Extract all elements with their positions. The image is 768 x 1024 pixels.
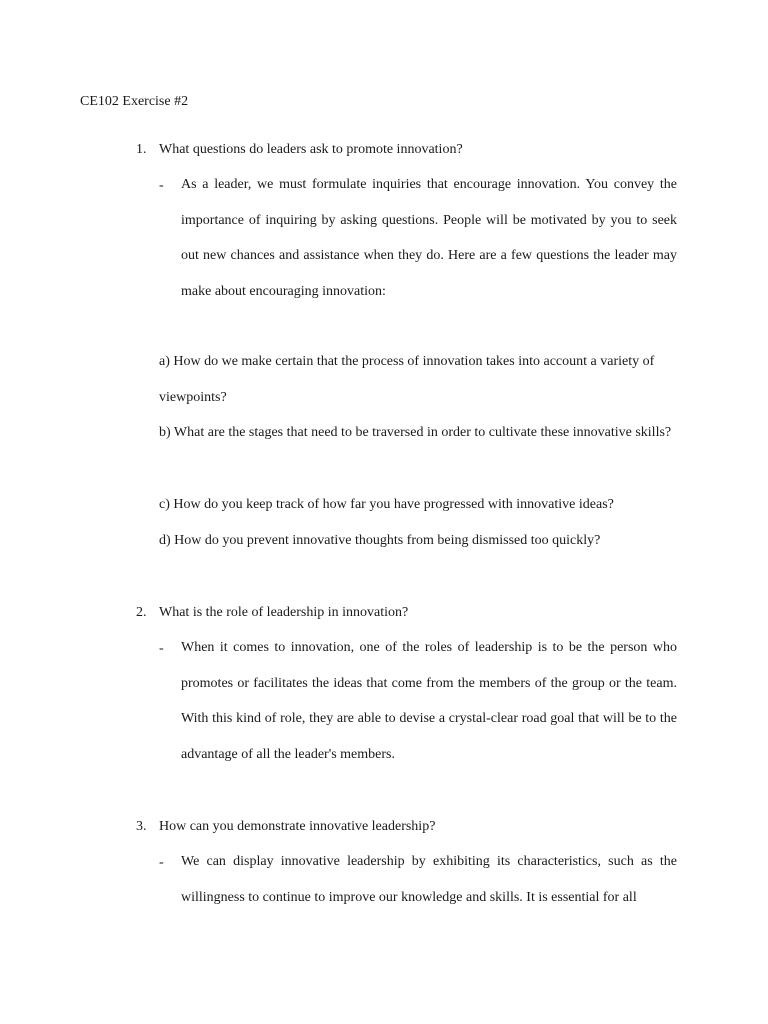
question-2-number: 2.: [136, 605, 147, 620]
question-1-subitem-b: b) What are the stages that need to be traversed in order to cultivate these innovative skills?: [159, 425, 672, 440]
question-3-text: How can you demonstrate innovative leadership?: [159, 819, 436, 834]
question-1-subitem-d: d) How do you prevent innovative thoughts from being dismissed too quickly?: [159, 533, 601, 548]
question-1-dash: -: [159, 178, 164, 193]
question-1-number: 1.: [136, 142, 147, 157]
question-2-answer: When it comes to innovation, one of the roles of leadership is to be the person who promotes or facilitates the ideas that come from the members of the group or the team. With this kind of role, they are able to devise a crystal-clear road goal that will be to the advantage of all the leader's members.: [181, 640, 677, 762]
question-1-subitem-c: c) How do you keep track of how far you have progressed with innovative ideas?: [159, 497, 614, 512]
question-3-number: 3.: [136, 819, 147, 834]
document-title: CE102 Exercise #2: [80, 94, 189, 109]
question-2-dash: -: [159, 641, 164, 656]
question-1-answer: As a leader, we must formulate inquiries that encourage innovation. You convey the importance of inquiring by asking questions. People will be motivated by you to seek out new chances and assistance when they do. Here are a few questions the leader may make about encouraging innovation:: [181, 177, 677, 299]
question-1-subitem-a: a) How do we make certain that the process of innovation takes into account a variety of viewpoints?: [159, 354, 655, 405]
question-1-text: What questions do leaders ask to promote innovation?: [159, 142, 463, 157]
question-3-answer: We can display innovative leadership by exhibiting its characteristics, such as the willingness to continue to improve our knowledge and skills. It is essential for all: [181, 854, 677, 905]
question-3-dash: -: [159, 855, 164, 870]
question-2-text: What is the role of leadership in innovation?: [159, 605, 409, 620]
